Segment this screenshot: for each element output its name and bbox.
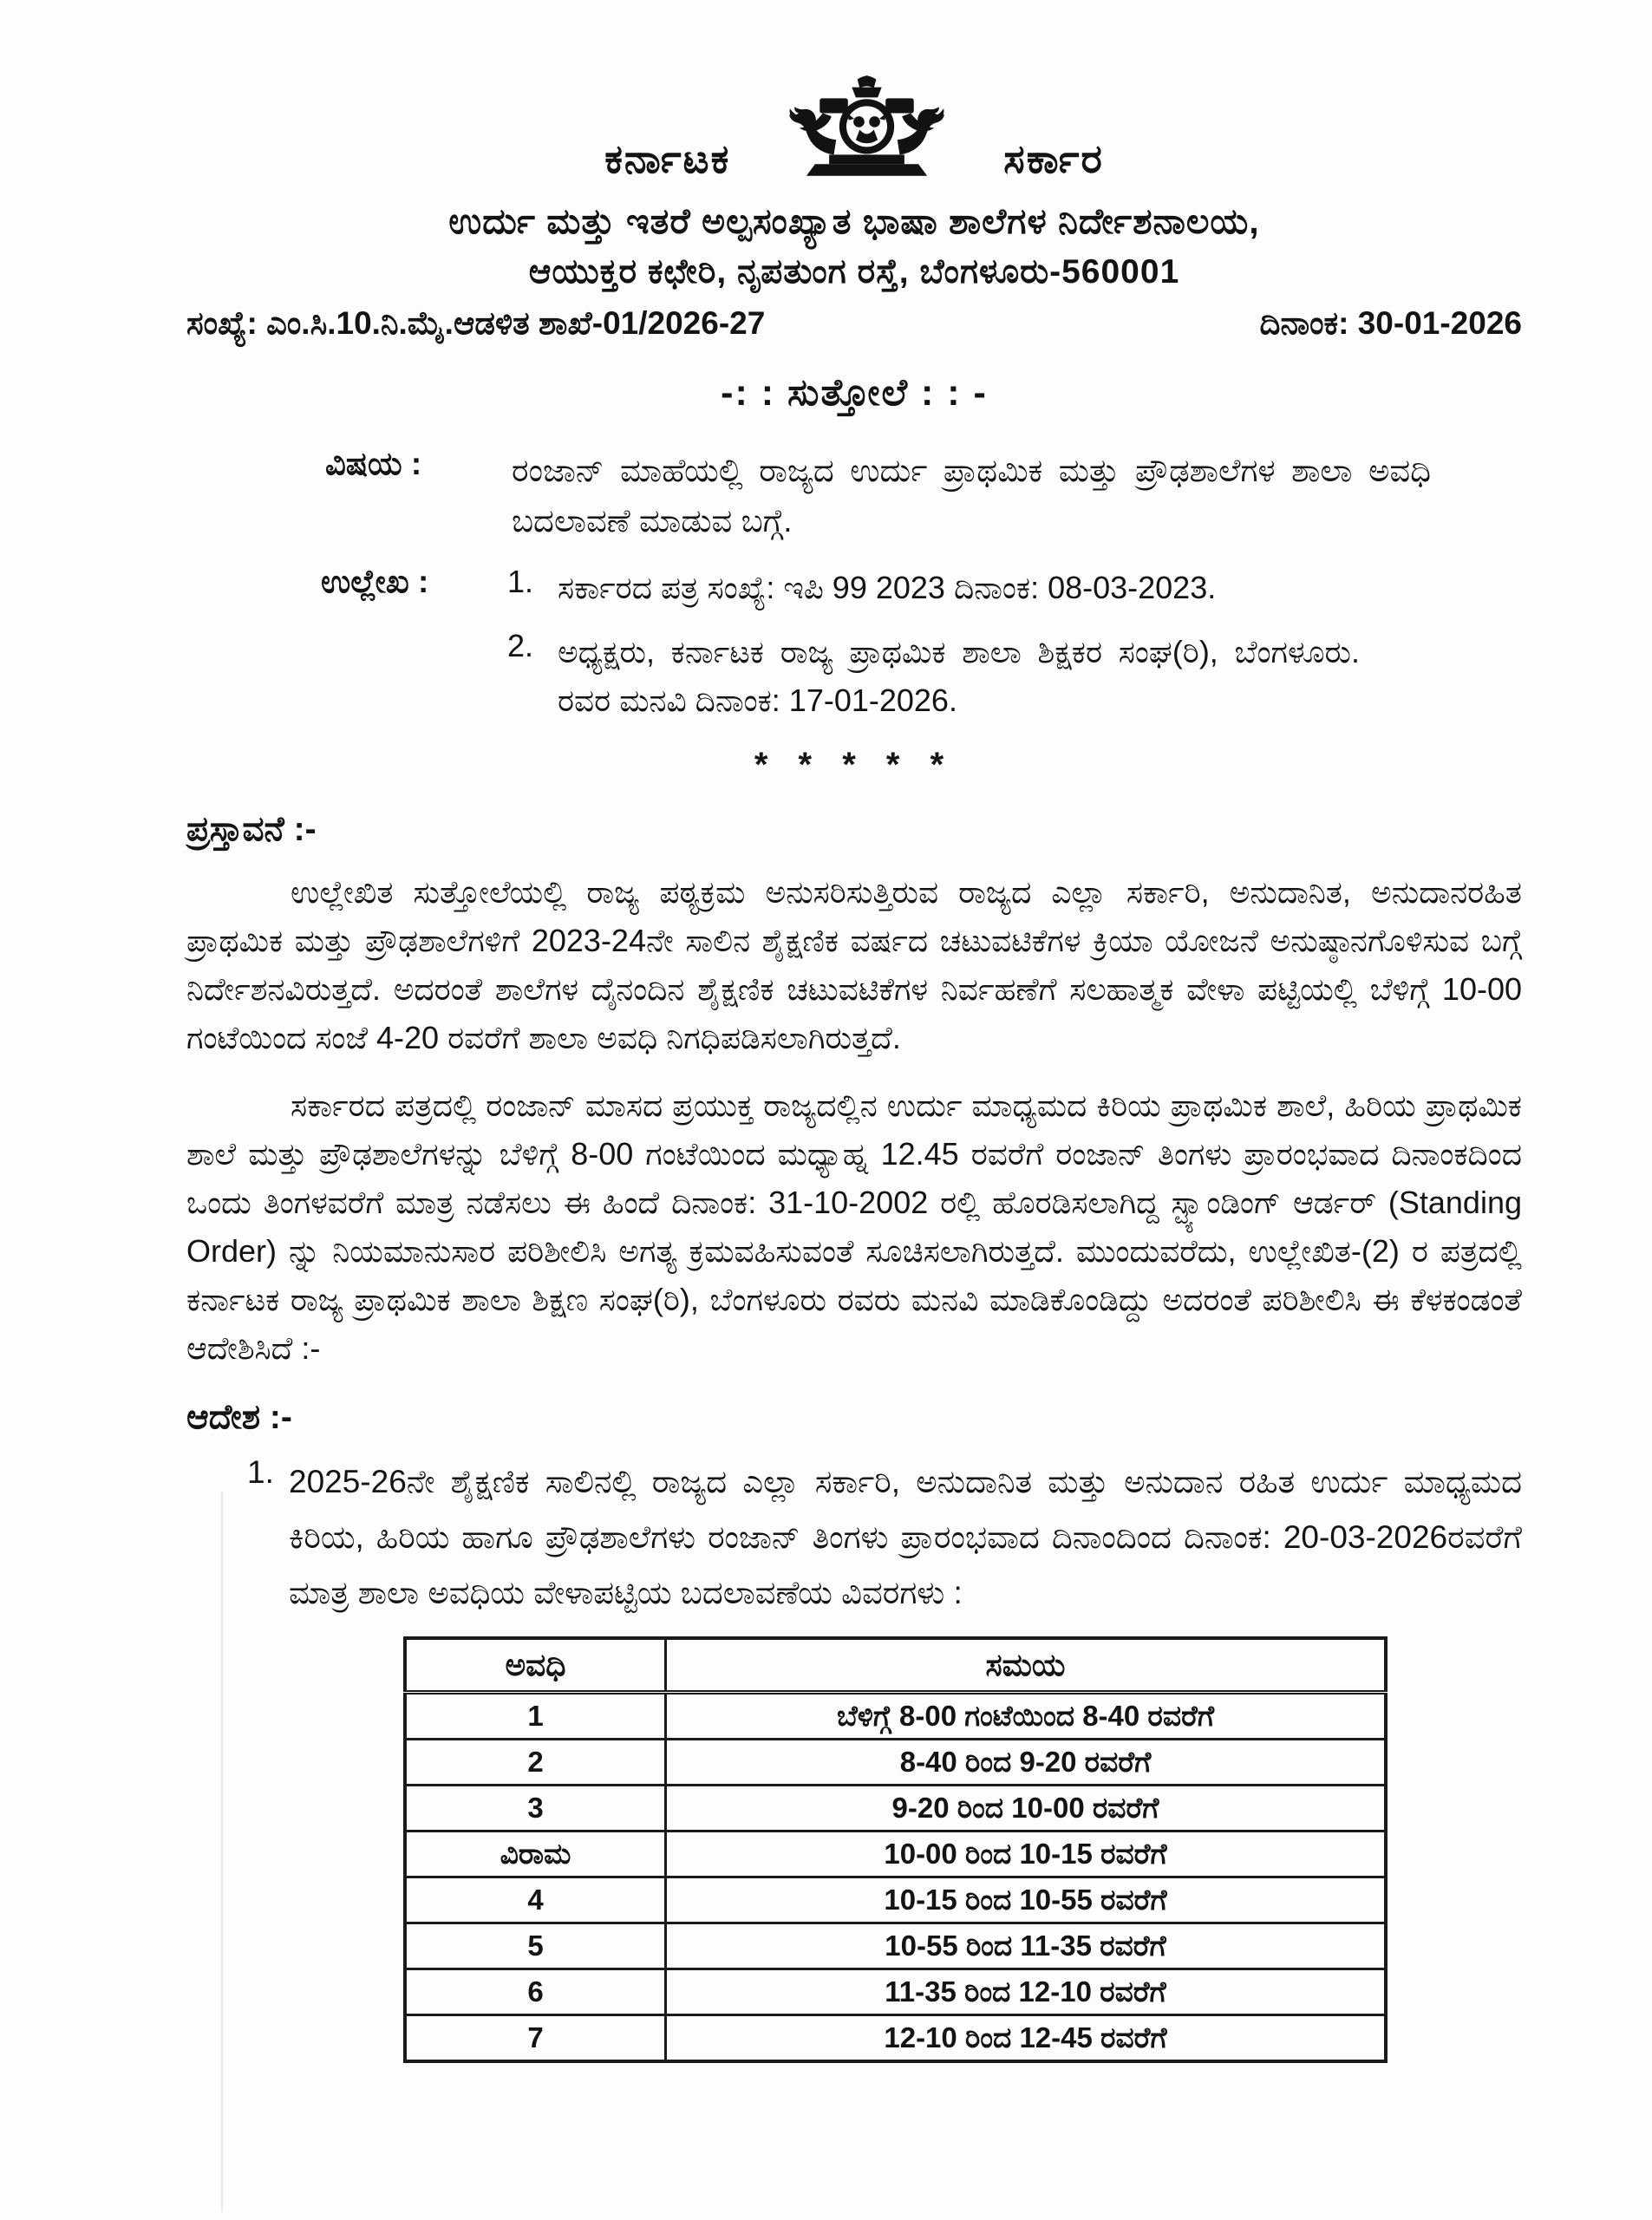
reference-number-line — [186, 305, 1522, 343]
timetable-cell-period: 2 — [405, 1740, 666, 1786]
timetable-header-period: ಅವಧಿ — [405, 1638, 666, 1693]
reference-item — [507, 628, 1522, 725]
preamble-paragraph-2: ಸರ್ಕಾರದ ಪತ್ರದಲ್ಲಿ ರಂಜಾನ್ ಮಾಸದ ಪ್ರಯುಕ್ತ ರಾಜ್ಯದಲ್ಲಿನ ಉರ್ದು ಮಾಧ್ಯಮದ ಕಿರಿಯ ಪ್ರಾಥಮಿಕ ಶಾಲೆ, ಹಿರಿಯ ಪ್ರಾಥಮಿಕ ಶಾಲೆ ಮತ್ತು ಪ್ರೌಢಶಾಲೆಗಳನ್ನು ಬೆಳಿಗ್ಗೆ 8-00 ಗಂಟೆಯಿಂದ ಮಧ್ಯಾಹ್ನ 12.45 ರವರೆಗೆ ರಂಜಾನ್ ತಿಂಗಳು ಪ್ರಾರಂಭವಾದ ದಿನಾಂಕದಿಂದ ಒಂದು ತಿಂಗಳವರೆಗೆ ಮಾತ್ರ ನಡೆಸಲು ಈ ಹಿಂದೆ ದಿನಾಂಕ: 31-10-2002 ರಲ್ಲಿ ಹೊರಡಿಸಲಾಗಿದ್ದ ಸ್ಟ್ಯಾಂಡಿಂಗ್ ಆರ್ಡರ್ (Standing Order) ನ್ನು ನಿಯಮಾನುಸಾರ ಪರಿಶೀಲಿಸಿ ಅಗತ್ಯ ಕ್ರಮವಹಿಸುವಂತೆ ಸೂಚಿಸಲಾಗಿರುತ್ತದೆ. ಮುಂದುವರೆದು, ಉಲ್ಲೇಖಿತ-(2) ರ ಪತ್ರದಲ್ಲಿ ಕರ್ನಾಟಕ ರಾಜ್ಯ ಪ್ರಾಥಮಿಕ ಶಾಲಾ ಶಿಕ್ಷಣ ಸಂಘ(ರಿ), ಬೆಂಗಳೂರು ರವರು ಮನವಿ ಮಾಡಿಕೊಂಡಿದ್ದು ಅದರಂತೆ ಪರಿಶೀಲಿಸಿ ಈ ಕೆಳಕಂಡಂತೆ ಆದೇಶಿಸಿದೆ :- — [186, 1087, 1522, 1366]
preamble-heading: ಪ್ರಸ್ತಾವನೆ :- — [186, 811, 317, 848]
references-label: ಉಲ್ಲೇಖ : — [321, 564, 429, 599]
timetable-row — [405, 1786, 1386, 1832]
timetable-cell-time: ಬೆಳಿಗ್ಗೆ 8-00 ಗಂಟೆಯಿಂದ 8-40 ರವರೆಗೆ — [666, 1693, 1387, 1740]
timetable-row — [405, 1740, 1386, 1786]
timetable-cell-period: 1 — [405, 1693, 666, 1740]
timetable-row — [405, 1693, 1386, 1740]
timetable-cell-time: 8-40 ರಿಂದ 9-20 ರವರೆಗೆ — [666, 1740, 1387, 1786]
timetable-cell-time: 10-15 ರಿಂದ 10-55 ರವರೆಗೆ — [666, 1877, 1387, 1923]
government-name-right: ಸರ್ಕಾರ — [1003, 136, 1104, 181]
timetable-cell-period: 7 — [405, 2015, 666, 2062]
letter-number: ಸಂಖ್ಯೆ: ಎಂ.ಸಿ.10.ನಿ.ಮೈ.ಆಡಳಿತ ಶಾಖೆ-01/2026-27 — [186, 305, 766, 341]
timetable-cell-time: 11-35 ರಿಂದ 12-10 ರವರೆಗೆ — [666, 1969, 1387, 2015]
timetable-cell-period: 5 — [405, 1923, 666, 1969]
order-item-number: 1. — [247, 1454, 274, 1490]
timetable-header-time: ಸಮಯ — [666, 1638, 1387, 1693]
timetable-row — [405, 1923, 1386, 1969]
timetable-header-row — [405, 1638, 1386, 1693]
timetable-cell-time: 10-00 ರಿಂದ 10-15 ರವರೆಗೆ — [666, 1832, 1387, 1877]
order-item-1 — [186, 1454, 1522, 1621]
reference-item — [507, 564, 1522, 612]
timetable-cell-time: 12-10 ರಿಂದ 12-45 ರವರೆಗೆ — [666, 2015, 1387, 2062]
timetable-cell-period: 6 — [405, 1969, 666, 2015]
period-timetable — [403, 1636, 1388, 2063]
letter-date: ದಿನಾಂಕ: 30-01-2026 — [1259, 305, 1522, 341]
order-item-text: 2025-26ನೇ ಶೈಕ್ಷಣಿಕ ಸಾಲಿನಲ್ಲಿ ರಾಜ್ಯದ ಎಲ್ಲಾ ಸರ್ಕಾರಿ, ಅನುದಾನಿತ ಮತ್ತು ಅನುದಾನ ರಹಿತ ಉರ್ದು ಮಾಧ್ಯಮದ ಕಿರಿಯ, ಹಿರಿಯ ಹಾಗೂ ಪ್ರೌಢಶಾಲೆಗಳು ರಂಜಾನ್ ತಿಂಗಳು ಪ್ರಾರಂಭವಾದ ದಿನಾಂದಿಂದ ದಿನಾಂಕ: 20-03-2026ರವರೆಗೆ ಮಾತ್ರ ಶಾಲಾ ಅವಧಿಯ ವೇಳಾಪಟ್ಟಿಯ ಬದಲಾವಣೆಯ ವಿವರಗಳು : — [289, 1464, 1522, 1610]
timetable-row — [405, 1832, 1386, 1877]
reference-item-text: ಅಧ್ಯಕ್ಷರು, ಕರ್ನಾಟಕ ರಾಜ್ಯ ಪ್ರಾಥಮಿಕ ಶಾಲಾ ಶಿಕ್ಷಕರ ಸಂಘ(ರಿ), ಬೆಂಗಳೂರು. ರವರ ಮನವಿ ದಿನಾಂಕ: 17-01-2026. — [558, 634, 1360, 718]
subject-block — [186, 446, 1522, 546]
reference-item-number: 2. — [507, 628, 534, 663]
timetable-cell-time: 9-20 ರಿಂದ 10-00 ರವರೆಗೆ — [666, 1786, 1387, 1832]
preamble-paragraph-1: ಉಲ್ಲೇಖಿತ ಸುತ್ತೋಲೆಯಲ್ಲಿ ರಾಜ್ಯ ಪಠ್ಯಕ್ರಮ ಅನುಸರಿಸುತ್ತಿರುವ ರಾಜ್ಯದ ಎಲ್ಲಾ ಸರ್ಕಾರಿ, ಅನುದಾನಿತ, ಅನುದಾನರಹಿತ ಪ್ರಾಥಮಿಕ ಮತ್ತು ಪ್ರೌಢಶಾಲೆಗಳಿಗೆ 2023-24ನೇ ಸಾಲಿನ ಶೈಕ್ಷಣಿಕ ವರ್ಷದ ಚಟುವಟಿಕೆಗಳ ಕ್ರಿಯಾ ಯೋಜನೆ ಅನುಷ್ಠಾನಗೊಳಿಸುವ ಬಗ್ಗೆ ನಿರ್ದೇಶನವಿರುತ್ತದೆ. ಅದರಂತೆ ಶಾಲೆಗಳ ದೈನಂದಿನ ಶೈಕ್ಷಣಿಕ ಚಟುವಟಿಕೆಗಳ ನಿರ್ವಹಣೆಗೆ ಸಲಹಾತ್ಮಕ ವೇಳಾ ಪಟ್ಟಿಯಲ್ಲಿ ಬೆಳಿಗ್ಗೆ 10-00 ಗಂಟೆಯಿಂದ ಸಂಜೆ 4-20 ರವರೆಗೆ ಶಾಲಾ ಅವಧಿ ನಿಗಧಿಪಡಿಸಲಾಗಿರುತ್ತದೆ. — [186, 874, 1522, 1055]
office-address: ಆಯುಕ್ತರ ಕಛೇರಿ, ನೃಪತುಂಗ ರಸ್ತೆ, ಬೆಂಗಳೂರು-560001 — [528, 253, 1180, 291]
star-separator: * * * * * — [754, 746, 955, 784]
timetable-cell-period: 4 — [405, 1877, 666, 1923]
references-block — [186, 564, 1522, 741]
reference-item-number: 1. — [507, 564, 534, 599]
government-header — [186, 75, 1522, 193]
reference-item-text: ಸರ್ಕಾರದ ಪತ್ರ ಸಂಖ್ಯೆ: ಇಪಿ 99 2023 ದಿನಾಂಕ: 08-03-2023. — [558, 570, 1217, 605]
timetable-cell-period: 3 — [405, 1786, 666, 1832]
timetable-cell-time: 10-55 ರಿಂದ 11-35 ರವರೆಗೆ — [666, 1923, 1387, 1969]
subject-label: ವಿಷಯ : — [325, 446, 422, 481]
timetable-row — [405, 1969, 1386, 2015]
timetable-row — [405, 1877, 1386, 1923]
government-name-left: ಕರ್ನಾಟಕ — [604, 136, 731, 181]
directorate-name: ಉರ್ದು ಮತ್ತು ಇತರೆ ಅಲ್ಪಸಂಖ್ಯಾತ ಭಾಷಾ ಶಾಲೆಗಳ ನಿರ್ದೇಶನಾಲಯ, — [448, 201, 1260, 241]
order-heading: ಆದೇಶ :- — [186, 1399, 292, 1436]
timetable-row — [405, 2015, 1386, 2062]
timetable-cell-period: ವಿರಾಮ — [405, 1832, 666, 1877]
karnataka-state-emblem-icon — [765, 75, 969, 193]
document-title: -: : ಸುತ್ತೋಲೆ : : - — [721, 372, 988, 414]
subject-text: ರಂಜಾನ್ ಮಾಹೆಯಲ್ಲಿ ರಾಜ್ಯದ ಉರ್ದು ಪ್ರಾಥಮಿಕ ಮತ್ತು ಪ್ರೌಢಶಾಲೆಗಳ ಶಾಲಾ ಅವಧಿ ಬದಲಾವಣೆ ಮಾಡುವ ಬಗ್ಗೆ. — [512, 453, 1431, 539]
